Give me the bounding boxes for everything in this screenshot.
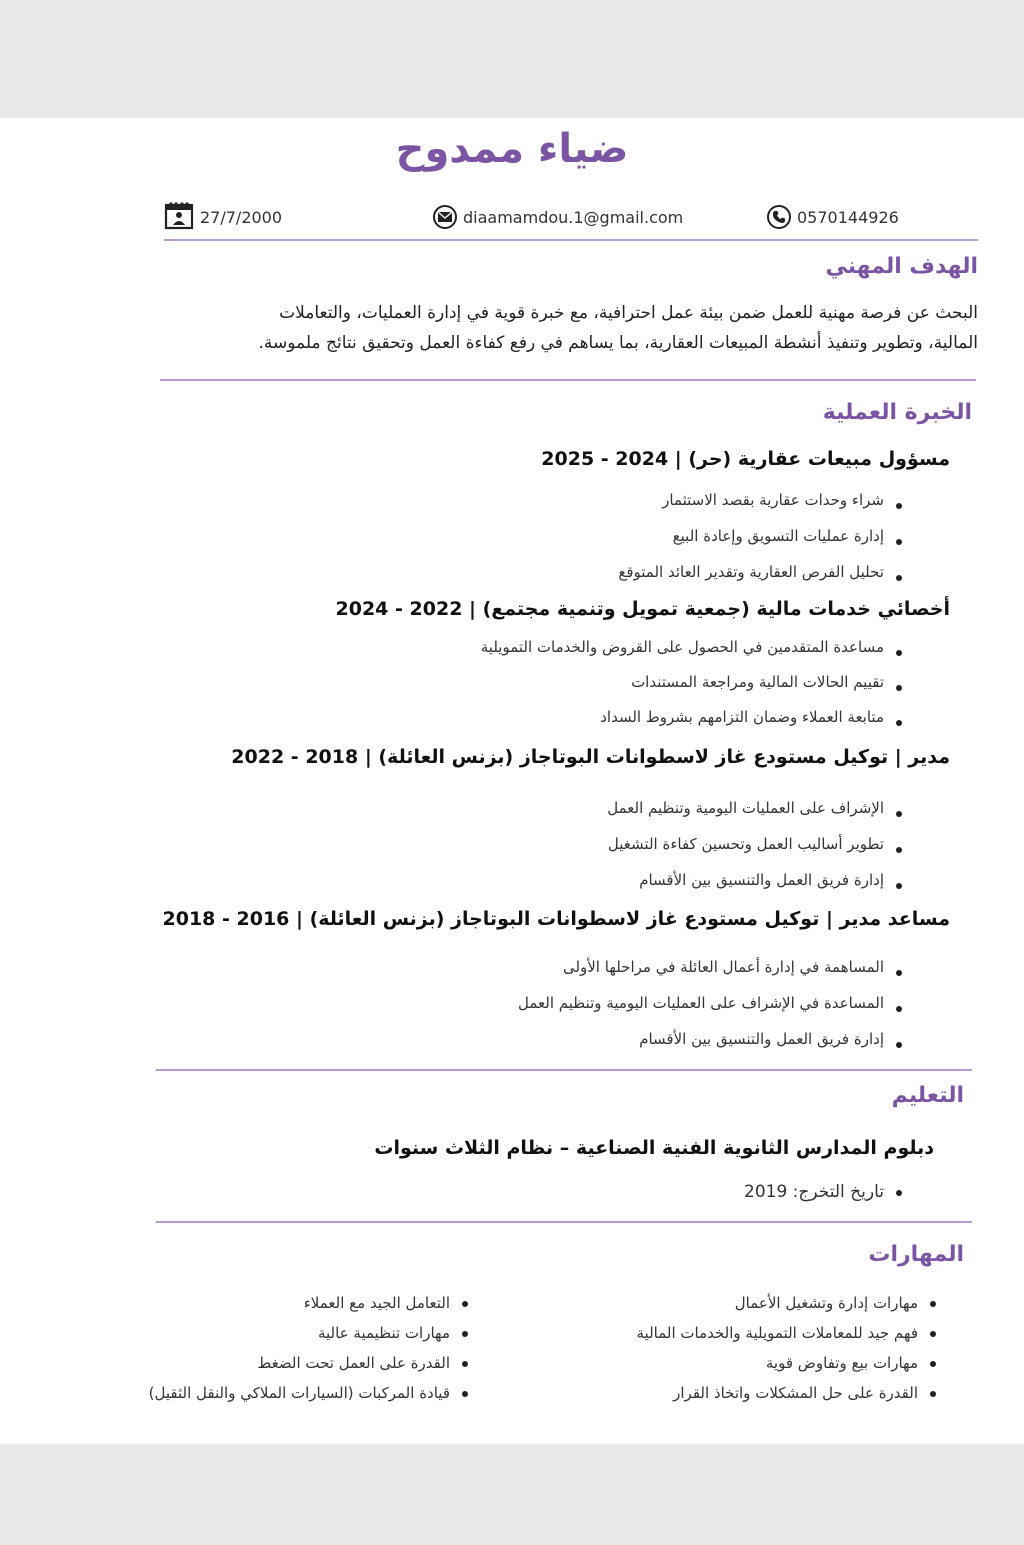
list-item: إدارة فريق العمل والتنسيق بين الأقسام	[607, 868, 884, 904]
skill-item: مهارات إدارة وتشغيل الأعمال	[637, 1289, 918, 1319]
graduation-date: تاريخ التخرج: 2019	[744, 1179, 884, 1207]
education-title: التعليم	[891, 1083, 964, 1108]
education-divider	[156, 1221, 972, 1223]
experience-divider	[156, 1069, 972, 1071]
skill-item: التعامل الجيد مع العملاء	[149, 1289, 450, 1319]
job-title-2: أخصائي خدمات مالية (جمعية تمويل وتنمية مجتمع) | 2022 - 2024	[335, 598, 950, 620]
list-item: تقييم الحالات المالية ومراجعة المستندات	[481, 670, 884, 705]
skill-item: قيادة المركبات (السيارات الملاكي والنقل الثقيل)	[149, 1379, 450, 1409]
skills-column-left	[149, 1289, 476, 1409]
objective-line-1: البحث عن فرصة مهنية للعمل ضمن بيئة عمل احترافية، مع خبرة قوية في إدارة العمليات، والتعاملات	[279, 303, 978, 323]
job-title-1: مسؤول مبيعات عقارية (حر) | 2024 - 2025	[541, 448, 950, 470]
list-item: المساعدة في الإشراف على العمليات اليومية وتنظيم العمل	[518, 991, 884, 1027]
education-degree: دبلوم المدارس الثانوية الفنية الصناعية – نظام الثلاث سنوات	[374, 1137, 934, 1159]
skill-item: مهارات بيع وتفاوض قوية	[637, 1349, 918, 1379]
objective-divider	[160, 379, 976, 381]
skill-item: القدرة على حل المشكلات واتخاذ القرار	[637, 1379, 918, 1409]
phone-item	[767, 202, 899, 232]
list-item: إدارة عمليات التسويق وإعادة البيع	[618, 524, 884, 560]
experience-title: الخبرة العملية	[822, 400, 972, 425]
birthdate-item	[164, 202, 282, 232]
list-item: شراء وحدات عقارية بقصد الاستثمار	[618, 488, 884, 524]
job-bullets-1	[618, 488, 910, 596]
candidate-name: ضياء ممدوح	[395, 126, 629, 172]
list-item: تطوير أساليب العمل وتحسين كفاءة التشغيل	[607, 832, 884, 868]
skills-column-right	[637, 1289, 944, 1409]
education-bullets	[744, 1179, 910, 1207]
list-item: متابعة العملاء وضمان التزامهم بشروط السداد	[481, 705, 884, 740]
list-item: المساهمة في إدارة أعمال العائلة في مراحلها الأولى	[518, 955, 884, 991]
resume-page	[0, 118, 1024, 1444]
phone-icon	[767, 205, 791, 229]
skill-item: مهارات تنظيمية عالية	[149, 1319, 450, 1349]
objective-title: الهدف المهني	[825, 254, 978, 279]
list-item: تحليل الفرص العقارية وتقدير العائد المتوقع	[618, 560, 884, 596]
objective-line-2: المالية، وتطوير وتنفيذ أنشطة المبيعات العقارية، بما يساهم في رفع كفاءة العمل وتحقيق نتائج ملموسة.	[258, 333, 978, 353]
job-bullets-4	[518, 955, 910, 1063]
skill-item: فهم جيد للمعاملات التمويلية والخدمات المالية	[637, 1319, 918, 1349]
list-item: مساعدة المتقدمين في الحصول على القروض والخدمات التمويلية	[481, 635, 884, 670]
calendar-icon	[164, 200, 194, 234]
job-bullets-3	[607, 796, 910, 904]
job-title-3: مدير | توكيل مستودع غاز لاسطوانات البوتاجاز (بزنس العائلة) | 2018 - 2022	[231, 746, 950, 768]
birthdate-text: 27/7/2000	[200, 207, 283, 227]
list-item: إدارة فريق العمل والتنسيق بين الأقسام	[518, 1027, 884, 1063]
skill-item: القدرة على العمل تحت الضغط	[149, 1349, 450, 1379]
header-divider	[164, 239, 978, 241]
email-text[interactable]: diaamamdou.1@gmail.com	[463, 207, 684, 227]
job-bullets-2	[481, 635, 910, 740]
email-item	[433, 202, 683, 232]
job-title-4: مساعد مدير | توكيل مستودع غاز لاسطوانات البوتاجاز (بزنس العائلة) | 2016 - 2018	[162, 908, 950, 930]
email-icon	[433, 205, 457, 229]
skills-title: المهارات	[868, 1242, 964, 1267]
phone-text[interactable]: 0570144926	[797, 207, 899, 227]
list-item: الإشراف على العمليات اليومية وتنظيم العمل	[607, 796, 884, 832]
